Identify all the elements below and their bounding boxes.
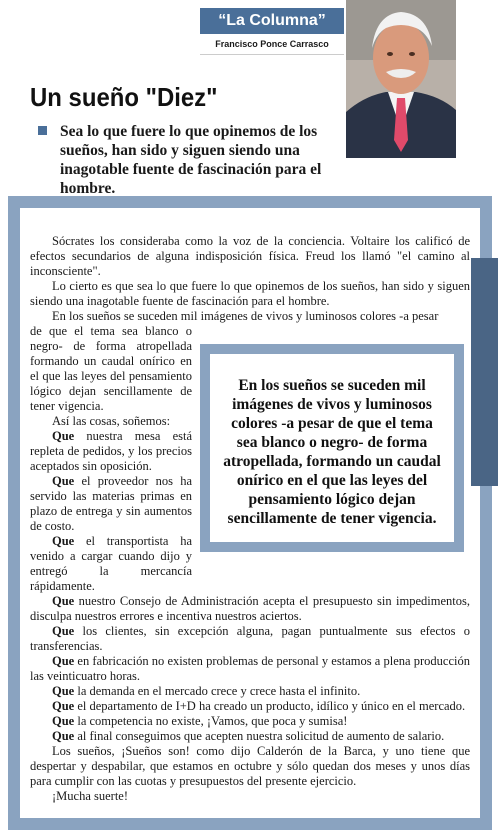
wish-item: Que el transportista ha venido a cargar cuando dijo y entregó la mercancía rápidamente. (30, 534, 192, 593)
wide-column (30, 594, 470, 804)
pullquote-text: En los sueños se suceden mil imágenes de vivos y luminosos colores -a pesar de que el tema sea blanco o negro- de forma atropellada, formando un caudal onírico en el que las leyes del pensamiento lógico dejan sencillamente de tener vigencia. (223, 377, 441, 527)
wish-item: Que el departamento de I+D ha creado un producto, idílico y único en el mercado. (52, 699, 466, 713)
wish-item: Que al final conseguimos que acepten nuestra solicitud de aumento de salario. (52, 729, 445, 743)
pullquote-box (200, 344, 464, 552)
square-bullet-icon (38, 126, 47, 135)
author-name: Francisco Ponce Carrasco (200, 34, 344, 55)
page-frame-left (8, 196, 20, 830)
body-paragraph: Los sueños, ¡Sueños son! como dijo Calderón de la Barca, y uno tiene que despertar y despabilar, que estamos en octubre y sólo quedan dos meses y unos días para cumplir con las cuotas y presupuestos del presente ejercicio. (30, 744, 470, 788)
wish-item: Que los clientes, sin excepción alguna, pagan puntualmente sus efectos o transferencias. (30, 624, 471, 653)
body-paragraph: Sócrates los consideraba como la voz de la conciencia. Voltaire los calificó de efectos secundarios de alguna indisposición física. Freud los llamó "el camino al inconsciente". (30, 234, 470, 278)
body-paragraph: Lo cierto es que sea lo que fuere lo que opinemos de los sueños, han sido y siguen siendo una inagotable fuente de fascinación para el hombre. (30, 279, 470, 308)
body-paragraph: Así las cosas, soñemos: (52, 414, 171, 428)
wish-item: Que nuestra mesa está repleta de pedidos, y los precios aceptados sin oposición. (30, 429, 192, 473)
author-photo (346, 0, 456, 158)
page-frame-bottom (8, 818, 492, 830)
wish-item: Que en fabricación no existen problemas de personal y estamos a plena producción las veinticuatro horas. (30, 654, 470, 683)
article-title: Un sueño "Diez" (30, 82, 218, 112)
wish-item: Que el proveedor nos ha servido las materias primas en plazo de entrega y sin aumentos de costo. (30, 474, 193, 533)
lead-text: Sea lo que fuere lo que opinemos de los sueños, han sido y siguen siendo una inagotable fuente de fascinación para el hombre. (60, 123, 322, 197)
body-paragraph: En los sueños se suceden mil imágenes de vivos y luminosos colores -a pesar (52, 309, 439, 323)
wish-item: Que nuestro Consejo de Administración acepta el presupuesto sin impedimentos, disculpa nuestros errores e incentiva nuestros aciertos. (30, 594, 470, 623)
narrow-column (30, 324, 192, 594)
wish-item: Que la demanda en el mercado crece y crece hasta el infinito. (52, 684, 361, 698)
column-title: “La Columna” (200, 8, 344, 34)
wish-item: Que la competencia no existe, ¡Vamos, que poca y sumisa! (52, 714, 348, 728)
side-tab (471, 258, 498, 486)
body-paragraph: de que el tema sea blanco o negro- de forma atropellada formando un caudal onírico en el que las leyes del pensamiento lógico dejan sencillamente de tener vigencia. (30, 324, 192, 413)
closing-line: ¡Mucha suerte! (52, 789, 129, 803)
column-header (200, 8, 344, 56)
author-portrait-image (346, 0, 456, 158)
article-lead (38, 122, 358, 198)
